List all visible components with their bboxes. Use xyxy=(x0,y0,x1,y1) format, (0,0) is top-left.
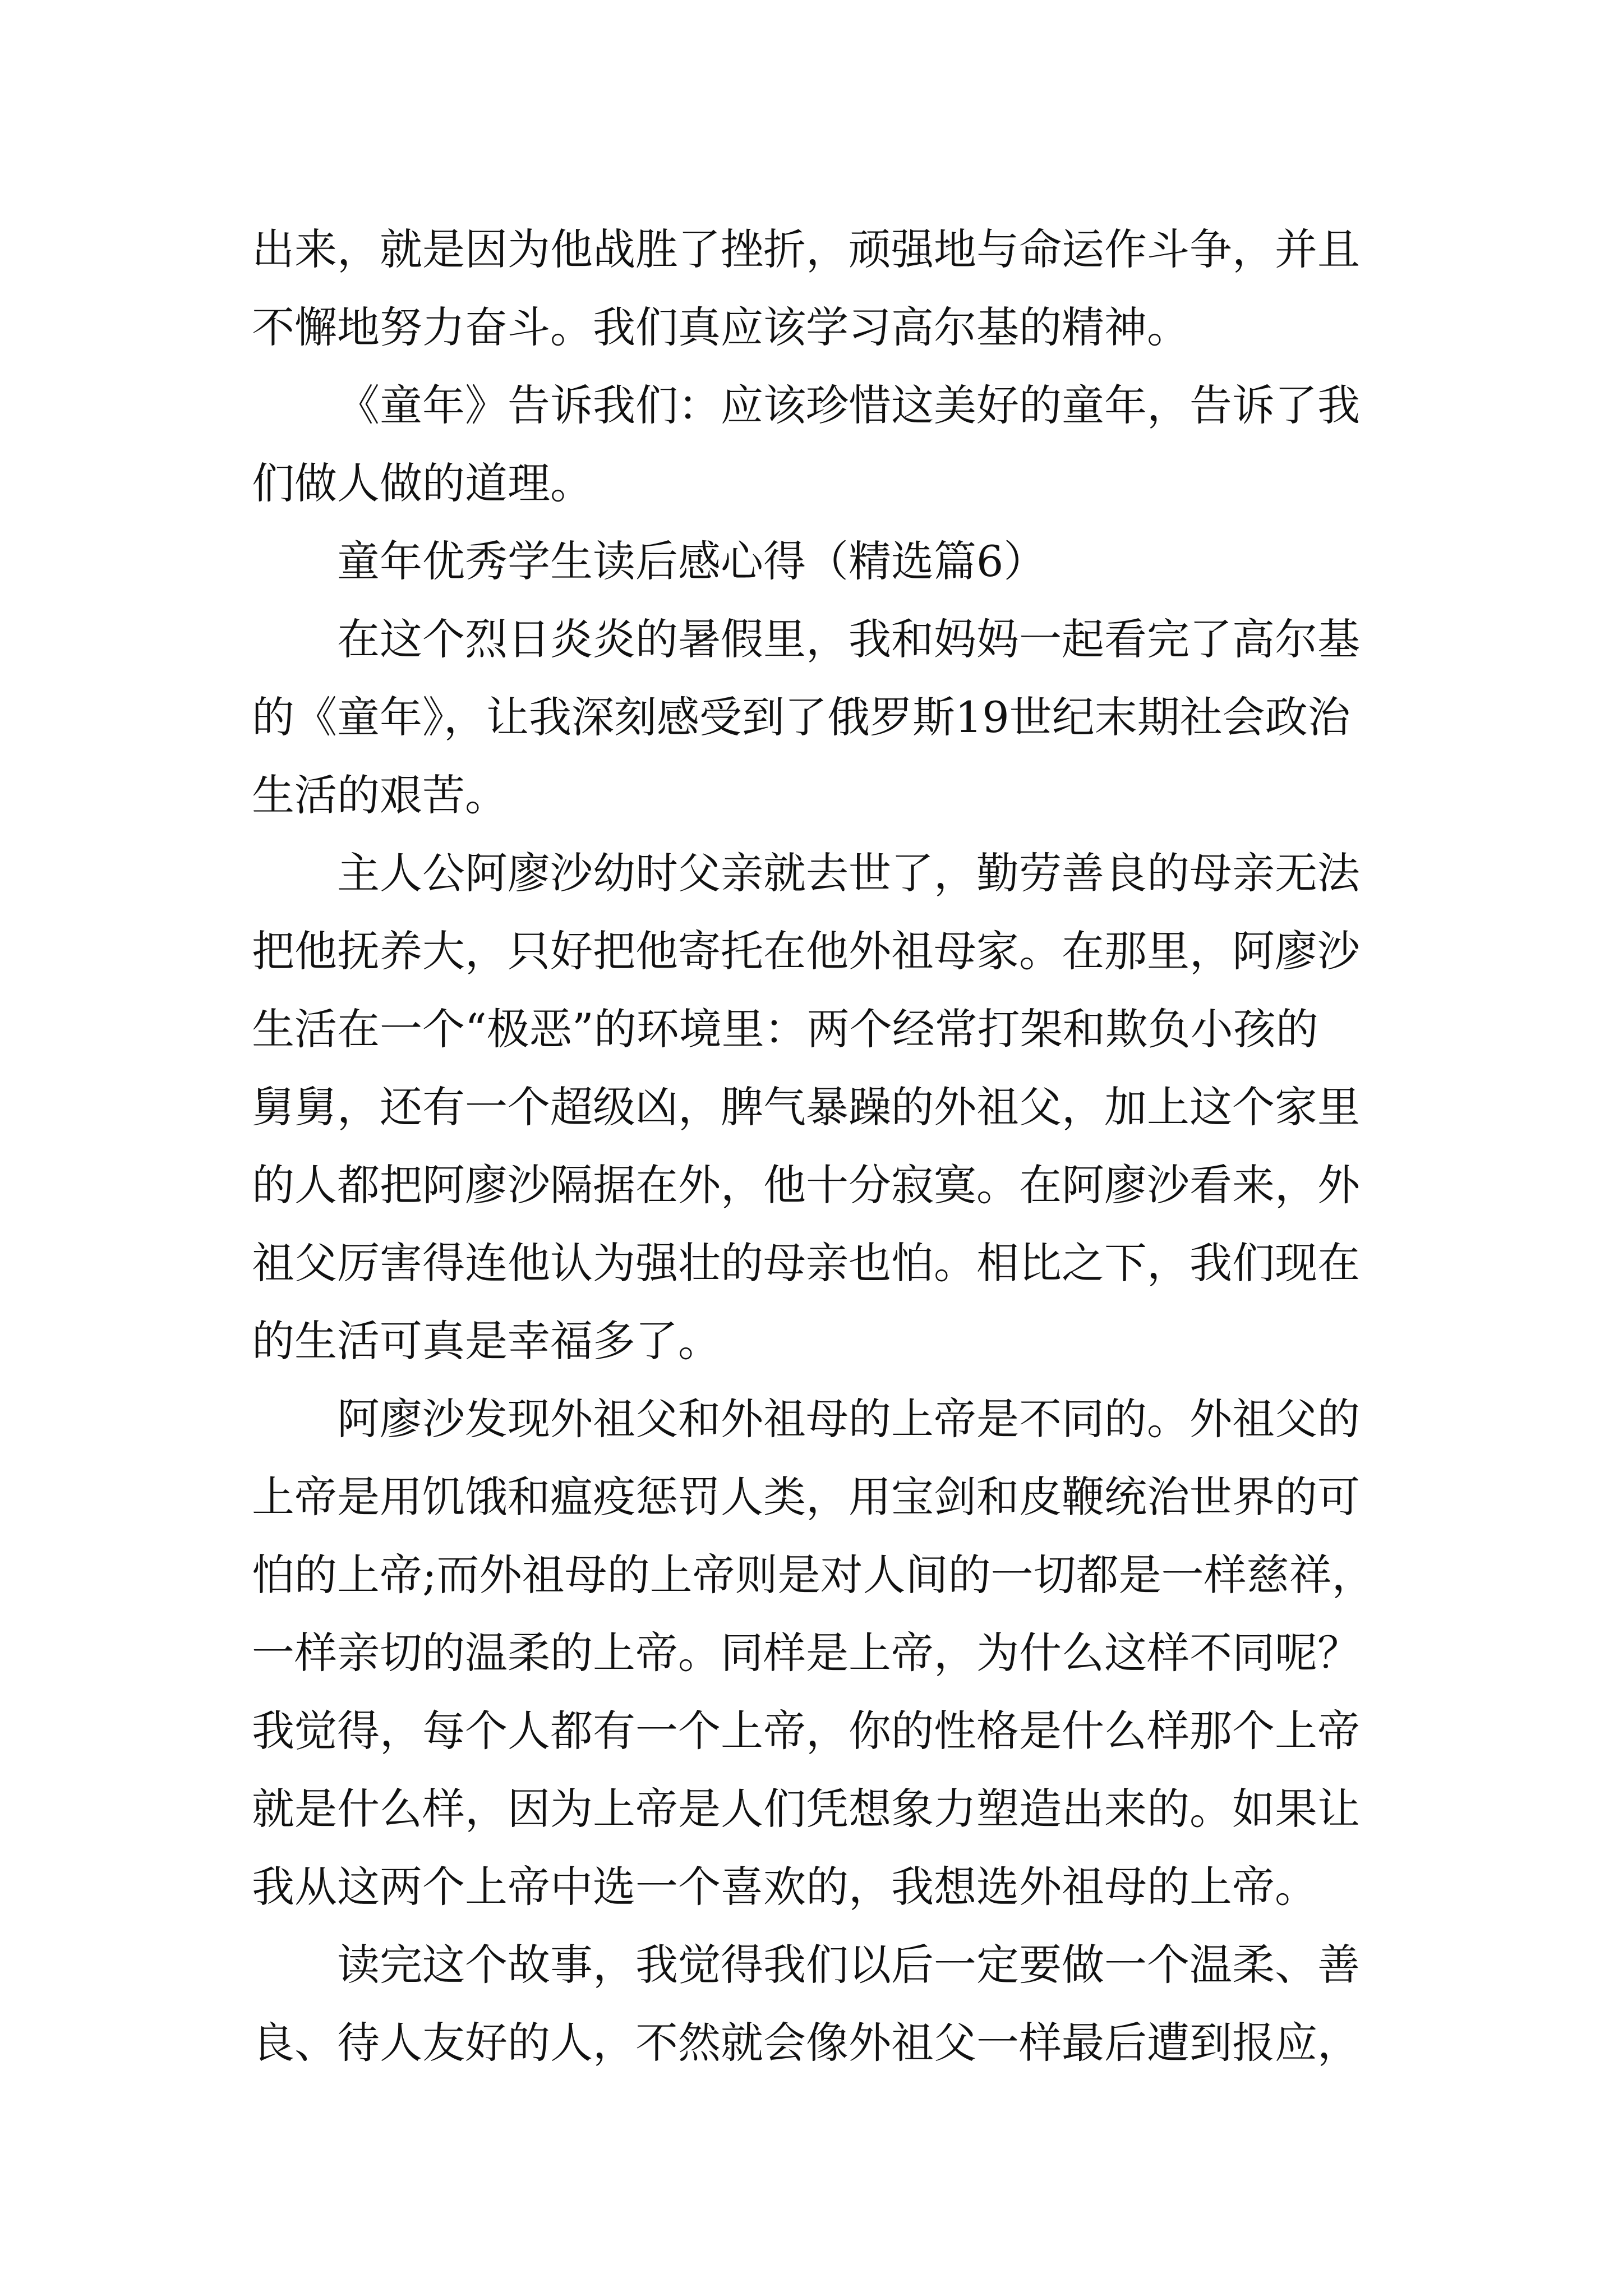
document-body xyxy=(252,210,1385,2082)
text-line: 舅舅，还有一个超级凶，脾气暴躁的外祖父，加上这个家里 xyxy=(252,1082,1360,1132)
text-line: 祖父厉害得连他认为强壮的母亲也怕。相比之下，我们现在 xyxy=(252,1238,1360,1288)
text-line: 童年优秀学生读后感心得（精选篇6） xyxy=(337,536,1046,586)
text-line: 生活在一个“极恶”的环境里：两个经常打架和欺负小孩的 xyxy=(252,1004,1318,1054)
text-line: 《童年》告诉我们：应该珍惜这美好的童年，告诉了我 xyxy=(337,380,1360,430)
text-line: 阿廖沙发现外祖父和外祖母的上帝是不同的。外祖父的 xyxy=(337,1394,1360,1444)
text-line: 不懈地努力奋斗。我们真应该学习高尔基的精神。 xyxy=(252,302,1189,352)
text-line: 在这个烈日炎炎的暑假里，我和妈妈一起看完了高尔基 xyxy=(337,614,1360,664)
text-line: 出来，就是因为他战胜了挫折，顽强地与命运作斗争，并且 xyxy=(252,224,1360,274)
text-line: 读完这个故事，我觉得我们以后一定要做一个温柔、善 xyxy=(337,1940,1360,1990)
text-line: 我觉得，每个人都有一个上帝，你的性格是什么样那个上帝 xyxy=(252,1706,1360,1756)
text-line: 良、待人友好的人，不然就会像外祖父一样最后遭到报应， xyxy=(252,2018,1360,2068)
text-line: 一样亲切的温柔的上帝。同样是上帝，为什么这样不同呢？ xyxy=(252,1628,1360,1678)
text-line: 我从这两个上帝中选一个喜欢的，我想选外祖母的上帝。 xyxy=(252,1862,1317,1912)
text-line: 就是什么样，因为上帝是人们凭想象力塑造出来的。如果让 xyxy=(252,1784,1360,1834)
text-line: 上帝是用饥饿和瘟疫惩罚人类，用宝剑和皮鞭统治世界的可 xyxy=(252,1472,1360,1522)
text-line: 的生活可真是幸福多了。 xyxy=(252,1316,721,1366)
text-line: 怕的上帝;而外祖母的上帝则是对人间的一切都是一样慈祥， xyxy=(252,1550,1375,1600)
text-line: 把他抚养大，只好把他寄托在他外祖母家。在那里，阿廖沙 xyxy=(252,926,1360,976)
text-line: 们做人做的道理。 xyxy=(252,458,593,508)
text-line: 的人都把阿廖沙隔据在外，他十分寂寞。在阿廖沙看来，外 xyxy=(252,1160,1360,1210)
text-line: 的《童年》，让我深刻感受到了俄罗斯19世纪末期社会政治 xyxy=(252,692,1350,742)
text-line: 生活的艰苦。 xyxy=(252,770,508,820)
text-line: 主人公阿廖沙幼时父亲就去世了，勤劳善良的母亲无法 xyxy=(337,848,1360,898)
